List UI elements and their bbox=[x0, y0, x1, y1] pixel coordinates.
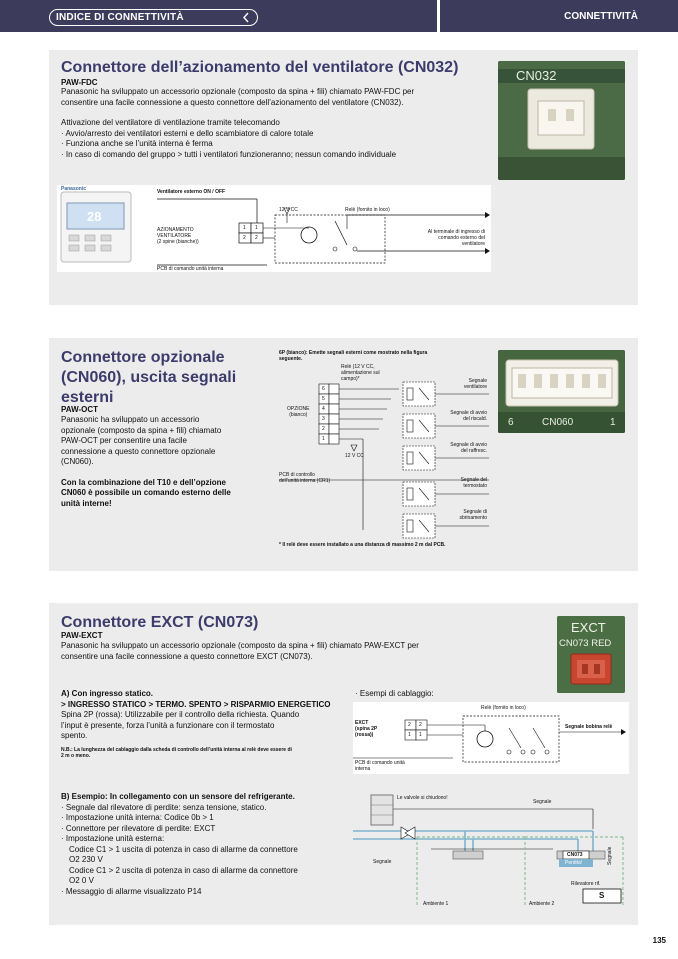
section-cn073-model: PAW-EXCT bbox=[61, 631, 103, 640]
connectivity-index-button[interactable] bbox=[49, 9, 258, 26]
cn060-sig-cool: Segnale di avvio del raffresc. bbox=[450, 442, 487, 454]
section-cn073-intro: Panasonic ha sviluppato un accessorio opzionale (composto da spina + fili) chiamato PAW-EXCT per consentire una facile connessione a questo connettore EXCT (CN073). bbox=[61, 641, 419, 661]
detector-label: Rilevatore rif. bbox=[571, 881, 601, 887]
cn032-12v: 12 V CC bbox=[279, 207, 298, 213]
section-cn032 bbox=[49, 50, 638, 305]
chevron-left-icon bbox=[240, 11, 253, 24]
cn060-photo-num-right: 1 bbox=[610, 417, 616, 428]
cn032-pin1a: 1 bbox=[243, 225, 246, 231]
cn060-sig-fan: Segnale ventilatore bbox=[463, 378, 487, 390]
remote-brand: Panasonic bbox=[61, 186, 87, 192]
cn060-photo-num-left: 6 bbox=[508, 417, 514, 428]
section-cn032-intro: Panasonic ha sviluppato un accessorio opzionale (composto da spina + fili) chiamato PAW-FDC per consentire una facile connessione a questo connettore dell’azionamento del ventilatore (CN032). Attivazione del ventilatore di ventilazione tramite telecomando · Avvio/arresto dei ventilatori esterni e dello scambiatore di calore totale · Funziona anche se l’unità interna è ferma · In caso di comando del gruppo > tutti i ventilatori funzioneranno; nessun comando individuale bbox=[61, 87, 415, 159]
cn073-exct-label: EXCT (spina 2P (rossa)) bbox=[355, 720, 378, 738]
cn060-diagram-head: 6P (bianco): Emette segnali esterni come mostrato nella figura seguente. bbox=[279, 350, 428, 362]
header-divider bbox=[437, 0, 440, 32]
cn032-conn-label: AZIONAMENTO VENTILATORE (2 spine (bianche)) bbox=[157, 227, 199, 245]
section-cn073-a: A) Con ingresso statico. > INGRESSO STATICO > TERMO. SPENTO > RISPARMIO ENERGETICO Spina 2P (rossa): Utilizzabile per il controllo della richiesta. Quando l’input è presente, forza l’unità a funzionare con il termostato spento. N.B.: La lunghezza del cablaggio dalla scheda di controllo dell’unità interna al relè deve essere di 2 m o meno. bbox=[61, 689, 331, 759]
cn032-relay: Relè (fornito in loco) bbox=[345, 207, 390, 213]
page-number: 135 bbox=[652, 936, 666, 945]
cn073-coil: Segnale bobina relè bbox=[565, 724, 613, 730]
signal-left-label: Segnale bbox=[373, 859, 392, 865]
section-cn032-model: PAW-FDC bbox=[61, 78, 98, 87]
cn073-pin1b: 1 bbox=[419, 732, 422, 738]
cn060-photo-label: CN060 bbox=[542, 417, 574, 428]
cn060-note: * Il relè deve essere installato a una distanza di massimo 2 m dal PCB. bbox=[279, 542, 446, 548]
cn060-pin5: 5 bbox=[322, 396, 325, 402]
cn060-pcb: PCB di controllo dell’unità interna (CR1) bbox=[279, 472, 331, 484]
cn060-pin6: 6 bbox=[322, 386, 325, 392]
section-cn060-text: Panasonic ha sviluppato un accessorio opzionale (composto da spina + fili) chiamato PAW-OCT per consentire una facile connessione a questo connettore opzionale (CN060). Con la combinazione del T10 e dell’opzione CN060 è possibile un comando esterno delle unità interne! bbox=[61, 415, 231, 508]
signal-top-label: Segnale bbox=[533, 799, 552, 805]
cn060-wiring-diagram bbox=[279, 350, 489, 548]
valves-close-label: Le valvole si chiudono! bbox=[397, 795, 448, 801]
section-cn060 bbox=[49, 338, 638, 571]
cn032-photo bbox=[498, 61, 625, 180]
cn032-pin1b: 1 bbox=[255, 225, 258, 231]
cn032-wiring-diagram bbox=[57, 185, 491, 272]
sensor-s: S bbox=[599, 891, 605, 900]
cn060-pin4: 4 bbox=[322, 406, 325, 412]
section-cn073 bbox=[49, 603, 638, 925]
cn073-pcb: PCB di comando unità interna bbox=[355, 760, 405, 772]
cn060-option: OPZIONE (bianco) bbox=[287, 406, 310, 418]
room1-label: Ambiente 1 bbox=[423, 901, 449, 907]
cn032-pcb: PCB di comando unità interna bbox=[157, 266, 224, 272]
cn060-pin3: 3 bbox=[322, 416, 325, 422]
cn032-pin2b: 2 bbox=[255, 235, 258, 241]
cn060-pin2: 2 bbox=[322, 426, 325, 432]
cn032-diagram-title: Ventilatore esterno ON / OFF bbox=[157, 189, 226, 195]
room2-label: Ambiente 2 bbox=[529, 901, 555, 907]
cn073-pin2a: 2 bbox=[408, 722, 411, 728]
cn060-relay: Relè (12 V CC, alimentazione sul campo)* bbox=[341, 364, 380, 382]
cn060-sig-thermo: Segnale del termostato bbox=[460, 477, 487, 489]
leak-detection-diagram bbox=[353, 789, 629, 911]
remote-temp: 28 bbox=[87, 209, 102, 224]
page-header bbox=[0, 0, 678, 32]
cn060-pin1: 1 bbox=[322, 436, 325, 442]
cn073-box-label: CN073 bbox=[567, 852, 583, 858]
cn073-pin2b: 2 bbox=[419, 722, 422, 728]
cn060-12v: 12 V CC bbox=[345, 453, 364, 459]
cn060-sig-heat: Segnale di avvio del riscald. bbox=[450, 410, 487, 422]
connectivity-index-label: INDICE DI CONNETTIVITÀ bbox=[56, 12, 184, 23]
cn073-wiring-diagram bbox=[353, 702, 629, 774]
section-cn073-b: B) Esempio: In collegamento con un sensore del refrigerante. · Segnale dal rilevatore di perdite: senza tensione, statico. · Impostazione unità interna: Codice 0b > 1 · Connettore per rilevatore di perdite: EXCT · Impostazione unità esterna: Codice C1 > 1 uscita di potenza in caso di allarme da connettore O2 230 V Codice C1 > 2 uscita di potenza in caso di allarme da connettore O2 0 V · Messaggio di allarme visualizzato P14 bbox=[61, 792, 298, 896]
cn073-photo-label-1: EXCT bbox=[571, 620, 606, 635]
section-cn060-model: PAW-OCT bbox=[61, 405, 99, 414]
cn073-pin1a: 1 bbox=[408, 732, 411, 738]
section-cn060-title: Connettore opzionale (CN060), uscita segnali esterni bbox=[61, 349, 237, 406]
signal-right-label: Segnale bbox=[607, 846, 613, 865]
cn060-sig-defrost: Segnale di sbrinamento bbox=[459, 509, 487, 521]
cn032-pin2a: 2 bbox=[243, 235, 246, 241]
wiring-examples-label: · Esempi di cablaggio: bbox=[355, 689, 434, 698]
section-title: CONNETTIVITÀ bbox=[564, 11, 638, 22]
cn073-relay: Relè (fornito in loco) bbox=[481, 705, 526, 711]
section-cn032-title: Connettore dell’azionamento del ventilatore (CN032) bbox=[61, 59, 459, 76]
cn073-photo bbox=[557, 616, 625, 693]
cn060-photo bbox=[498, 350, 625, 433]
cn073-photo-label-2: CN073 RED bbox=[559, 638, 612, 649]
leak-label: Perdita! bbox=[565, 860, 583, 866]
cn032-photo-label: CN032 bbox=[516, 68, 557, 83]
cn032-terminal: Al terminale di ingresso di comando esterno del ventilatore bbox=[427, 229, 485, 247]
section-cn073-title: Connettore EXCT (CN073) bbox=[61, 614, 259, 631]
